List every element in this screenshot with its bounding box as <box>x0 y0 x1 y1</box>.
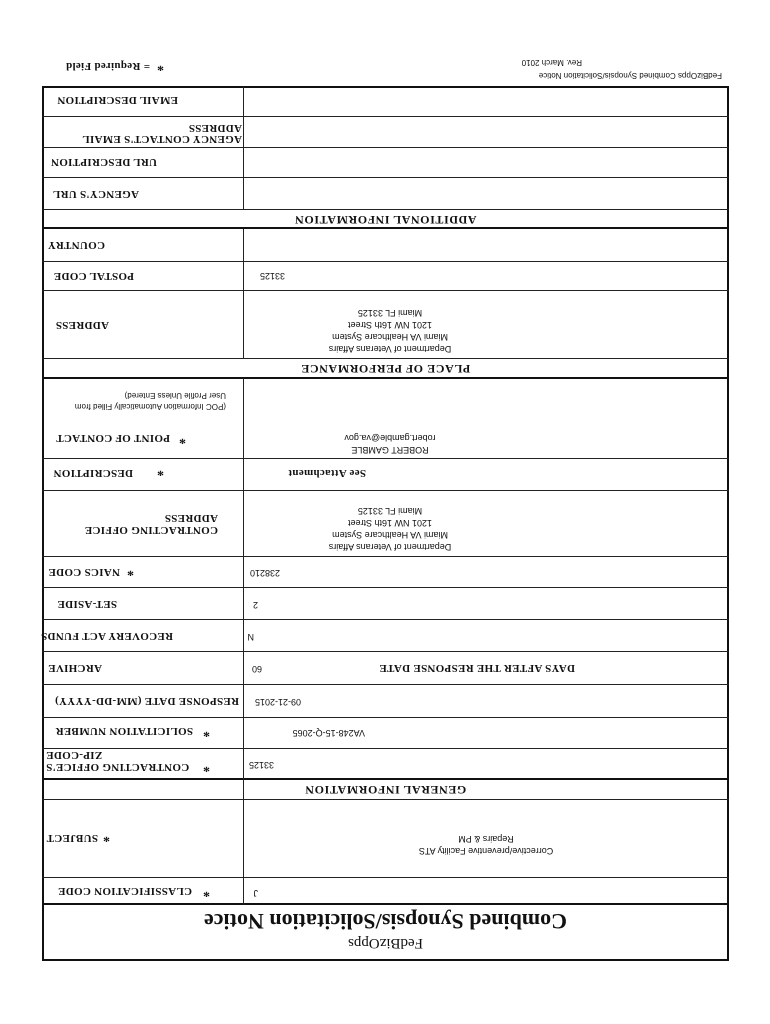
naics-value: 238210 <box>249 568 280 578</box>
office-address-line: Department of Veterans Affairs <box>328 542 452 552</box>
set-aside-label: SET-ASIDE <box>57 598 117 610</box>
poc-label: POINT OF CONTACT <box>56 432 170 444</box>
office-address-label <box>48 512 218 536</box>
required-star: * <box>157 58 164 73</box>
poc-note <box>56 390 226 412</box>
office-address-value <box>300 505 480 553</box>
office-address-label-text: CONTRACTING OFFICE ADDRESS <box>84 512 218 536</box>
set-aside-value: 2 <box>252 600 258 610</box>
subject-line-1: Corrective/preventive Facility ATS <box>418 846 554 856</box>
perf-address-line: Miami VA Healthcare System <box>332 332 448 342</box>
required-star: * <box>179 431 186 446</box>
required-star: * <box>203 884 210 899</box>
perf-address-value <box>300 307 480 355</box>
required-star: * <box>103 829 110 844</box>
footer-form-name: FedBizOpps Combined Synopsis/Solicitation Notice <box>538 71 722 80</box>
perf-address-line: 1201 NW 16th Street <box>347 320 433 330</box>
subject-value <box>243 833 729 857</box>
description-label: DESCRIPTION <box>53 467 133 479</box>
solicitation-label: SOLICITATION NUMBER <box>55 725 193 737</box>
solicitation-value: VA248-15-Q-2065 <box>292 728 365 738</box>
section-additional-information: ADDITIONAL INFORMATION <box>294 213 477 227</box>
perf-address-line: Department of Veterans Affairs <box>328 344 452 354</box>
perf-address-line: Miami FL 33125 <box>357 308 423 318</box>
classification-code-value: J <box>253 888 258 898</box>
required-star: * <box>157 463 164 478</box>
office-address-line: Miami VA Healthcare System <box>332 530 448 540</box>
office-address-line: 1201 NW 16th Street <box>347 518 433 528</box>
country-label: COUNTRY <box>47 239 105 251</box>
naics-label: NAICS CODE <box>48 566 120 578</box>
required-star: * <box>203 724 210 739</box>
perf-address-label: ADDRESS <box>55 319 109 331</box>
form-title: Combined Synopsis/Solicitation Notice <box>203 909 568 934</box>
postal-code-label: POSTAL CODE <box>53 270 134 282</box>
poc-email: robert.gamble@va.gov <box>344 433 436 443</box>
office-address-line: Miami FL 33125 <box>357 506 423 516</box>
agency-email-label-text: AGENCY CONTACT'S EMAIL ADDRESS <box>82 122 242 145</box>
zip-label-text: CONTRACTING OFFICE'S ZIP-CODE <box>46 749 190 773</box>
recovery-value: N <box>247 632 254 642</box>
email-description-label: EMAIL DESCRIPTION <box>57 94 178 106</box>
response-date-value: 09-21-2015 <box>254 697 301 707</box>
required-field-note: = Required Field <box>65 60 150 72</box>
classification-code-label: CLASSIFICATION CODE <box>57 885 192 897</box>
subject-label: SUBJECT <box>46 832 98 844</box>
description-value: See Attachment <box>288 467 366 479</box>
poc-name: ROBERT GAMBLE <box>351 445 429 455</box>
archive-days-value: 60 <box>251 664 262 674</box>
recovery-label: RECOVERY ACT FUNDS <box>40 630 173 642</box>
subject-line-2: Repairs & PM <box>458 834 514 844</box>
agency-url-label: AGENCY'S URL <box>52 188 139 200</box>
response-date-label: RESPONSE DATE (MM-DD-YYYY) <box>54 695 239 707</box>
zip-value: 33125 <box>248 760 274 770</box>
section-place-of-performance: PLACE OF PERFORMANCE <box>300 362 471 376</box>
archive-days-suffix: DAYS AFTER THE RESPONSE DATE <box>379 662 575 674</box>
postal-code-value: 33125 <box>259 271 285 281</box>
zip-label <box>46 749 196 773</box>
required-star: * <box>127 563 134 578</box>
section-general-information: GENERAL INFORMATION <box>304 783 467 797</box>
footer-revision: Rev. March 2010 <box>521 58 582 67</box>
url-description-label: URL DESCRIPTION <box>50 156 157 168</box>
form-subtitle: FedBizOpps <box>348 935 423 951</box>
archive-label: ARCHIVE <box>47 662 102 674</box>
poc-value <box>300 432 480 456</box>
poc-note-line: (POC Information Automatically Filled from <box>74 402 226 411</box>
required-star: * <box>203 759 210 774</box>
poc-note-line: User Profile Unless Entered) <box>124 391 226 400</box>
agency-email-label <box>52 122 242 144</box>
